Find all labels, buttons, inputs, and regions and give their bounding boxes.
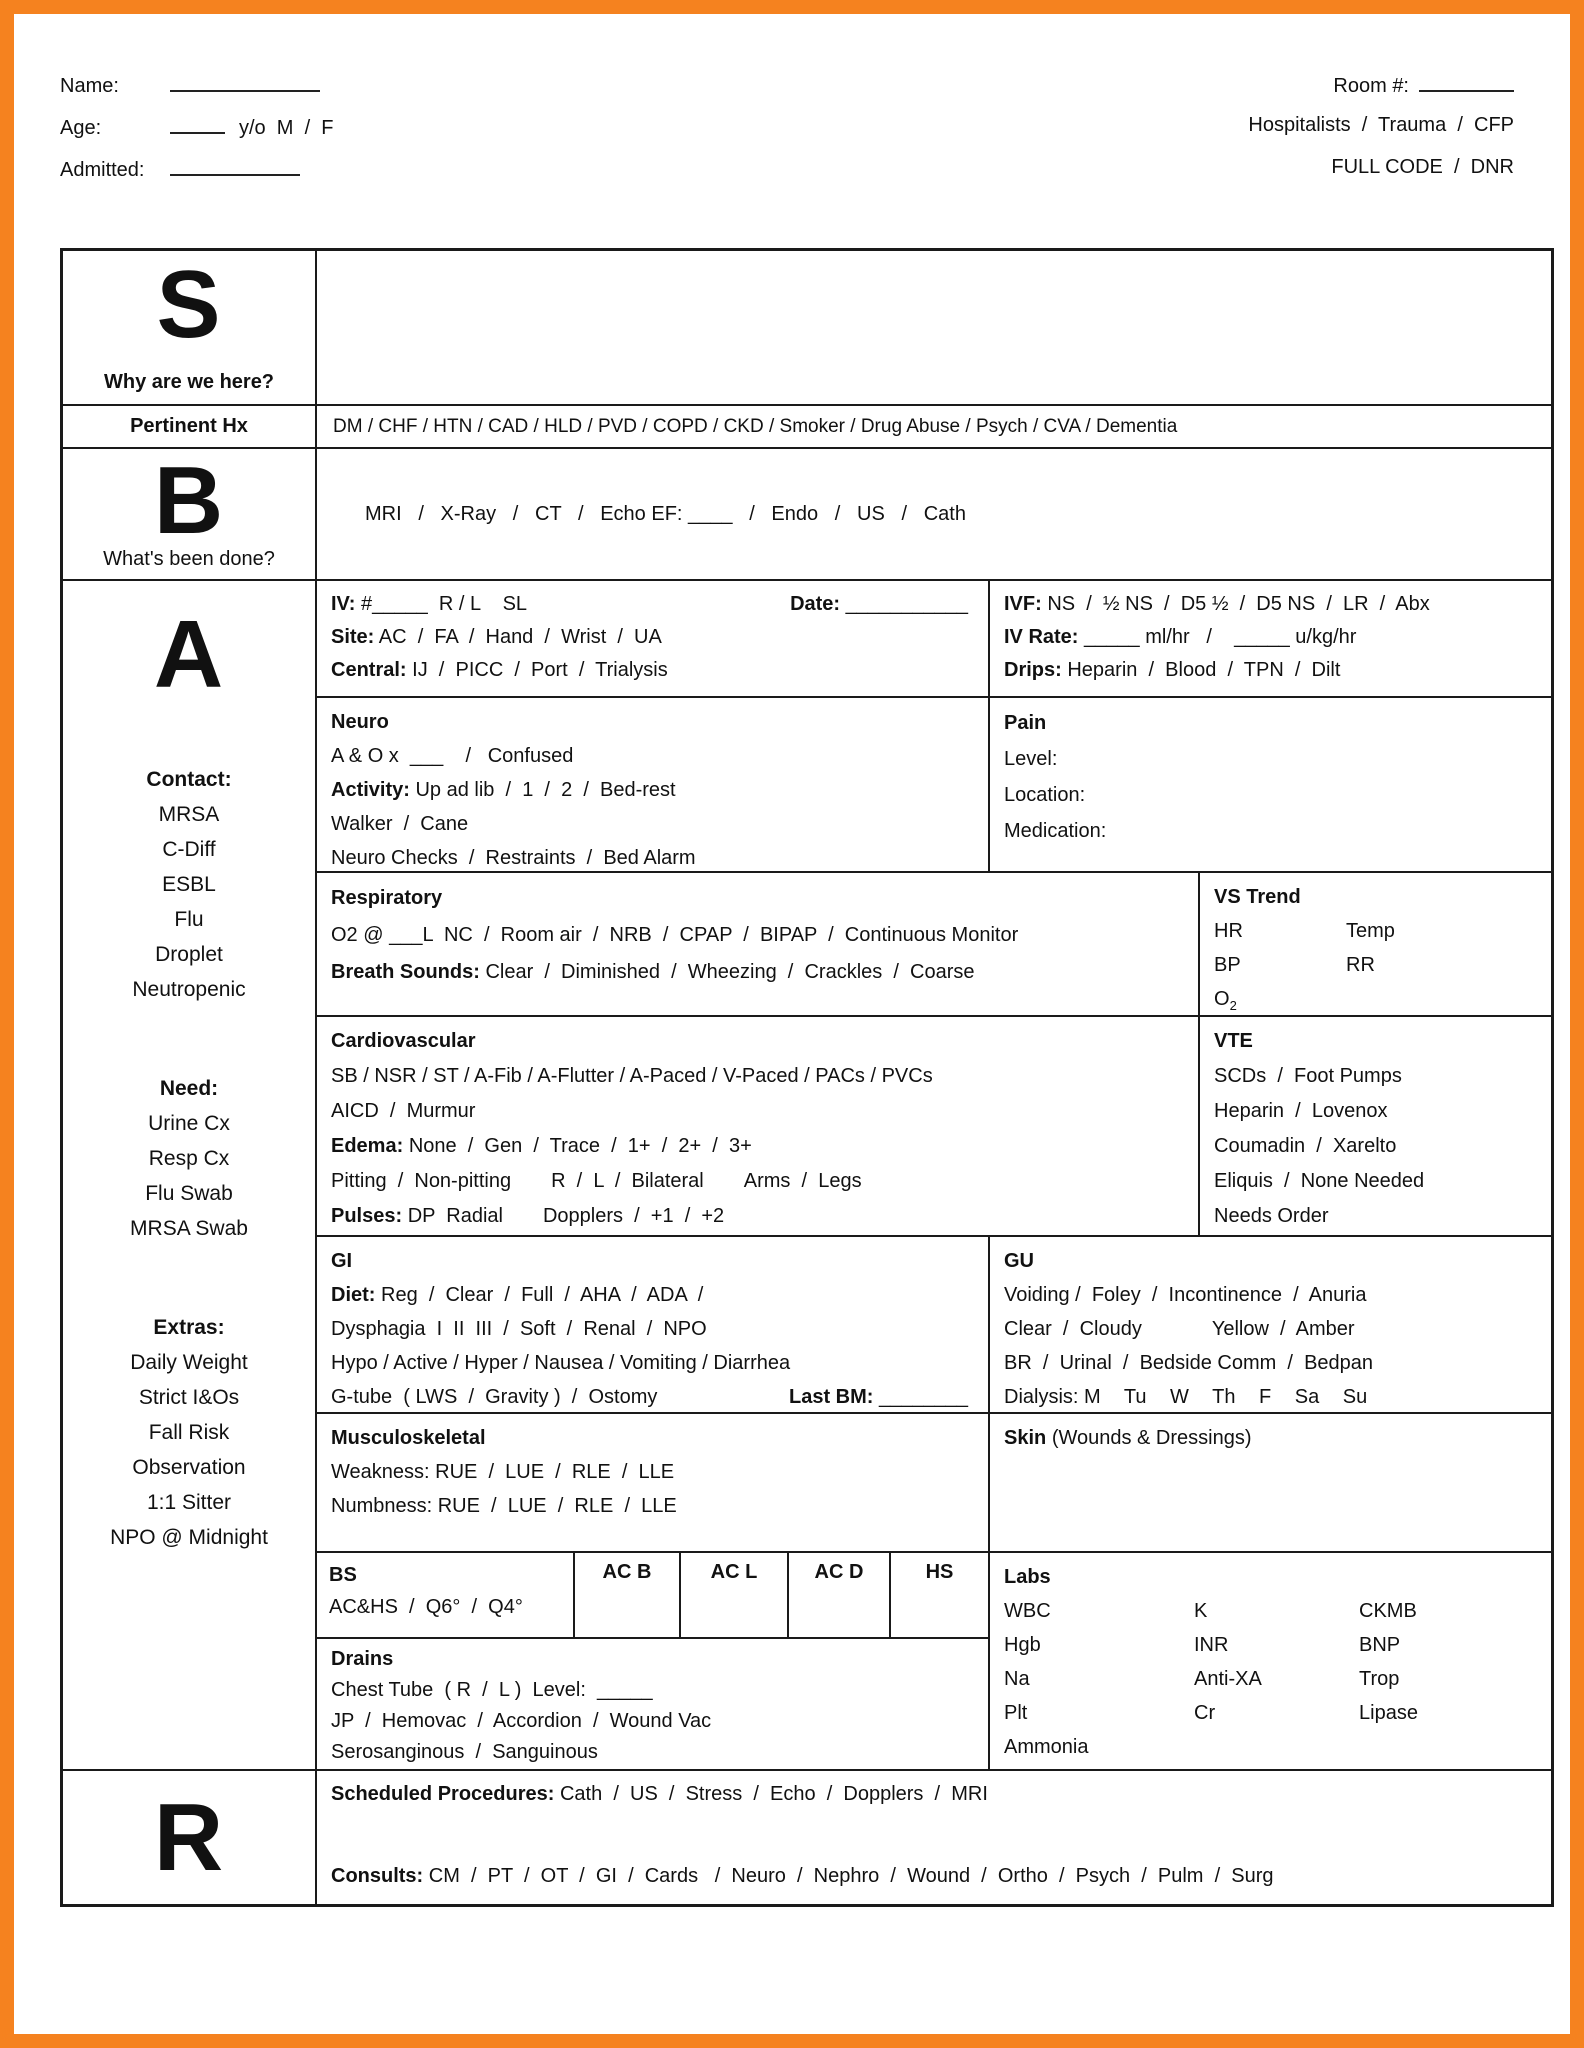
iv-cell [317, 581, 990, 696]
b-question: What's been done? [103, 548, 275, 570]
blood-sugar-strip [317, 1553, 988, 1639]
lab-lipase: Lipase [1359, 1702, 1418, 1725]
need-item: Urine Cx [148, 1112, 230, 1136]
diet-options-1: Reg / Clear / Full / AHA / ADA / [381, 1283, 704, 1306]
need-item: MRSA Swab [130, 1217, 248, 1241]
iv-date-field: ___________ [845, 593, 968, 615]
numbness-options: RUE / LUE / RLE / LLE [437, 1494, 677, 1517]
respiratory-row [317, 871, 1551, 1016]
vs-rr-label: RR [1346, 953, 1375, 976]
pulse-site-options: DP Radial [407, 1205, 503, 1228]
bs-col-ac-dinner: AC D [789, 1553, 891, 1637]
ivf-cell [990, 581, 1551, 696]
chest-tube-options: Chest Tube ( R / L ) Level: _____ [331, 1679, 653, 1702]
skin-subtitle: (Wounds & Dressings) [1051, 1426, 1252, 1449]
musculoskeletal-cell [317, 1414, 990, 1552]
room-field [1419, 72, 1514, 92]
vs-trend-grid [1214, 914, 1537, 1016]
breath-sounds-options: Clear / Diminished / Wheezing / Crackles / Coarse [485, 960, 975, 983]
sbar-table [60, 248, 1554, 1907]
section-b [63, 447, 1551, 579]
labs-grid [1004, 1594, 1537, 1764]
vte-option: Eliquis / None Needed [1214, 1170, 1425, 1193]
pain-medication-label: Medication: [1004, 819, 1107, 842]
s-question: Why are we here? [103, 371, 275, 393]
respiratory-cell [317, 873, 1200, 1016]
labs-title: Labs [1004, 1566, 1051, 1589]
pulses-label: Pulses: [331, 1205, 403, 1228]
iv-central-options: IJ / PICC / Port / Trialysis [412, 659, 668, 681]
mobility-aid-options: Walker / Cane [331, 812, 469, 835]
bs-drains-labs-row [317, 1551, 1551, 1769]
weakness-label: Weakness: [331, 1460, 430, 1483]
room-row [1248, 72, 1514, 97]
neuro-cell [317, 698, 990, 871]
iv-gauge-options: #_____ R / L SL [361, 593, 528, 615]
iv-central-label: Central: [331, 659, 407, 681]
patient-header-left [60, 72, 333, 212]
age-label: Age: [60, 117, 102, 139]
neuro-orientation-options: A & O x ___ / Confused [331, 744, 574, 767]
b-options: MRI / X-Ray / CT / Echo EF: ____ / Endo / US / Cath [365, 502, 966, 525]
lab-plt: Plt [1004, 1702, 1028, 1725]
drains-cell [317, 1639, 988, 1769]
skin-title: Skin [1004, 1426, 1047, 1449]
bs-col-ac-breakfast: AC B [575, 1553, 681, 1637]
contact-item: Flu [174, 908, 204, 932]
extras-item: NPO @ Midnight [110, 1526, 268, 1550]
edema-laterality-options: R / L / Bilateral [551, 1170, 704, 1193]
toileting-options: BR / Urinal / Bedside Comm / Bedpan [1004, 1351, 1374, 1374]
iv-date-label: Date: [790, 593, 841, 615]
contact-label: Contact: [146, 768, 232, 792]
name-row [60, 72, 333, 97]
need-item: Flu Swab [145, 1182, 233, 1206]
vs-temp-label: Temp [1346, 919, 1395, 942]
extras-item: Strict I&Os [138, 1386, 240, 1410]
age-options: y/o M / F [239, 117, 334, 139]
contact-item: Neutropenic [132, 978, 246, 1002]
vs-hr-label: HR [1214, 919, 1243, 942]
neuro-row [317, 696, 1551, 871]
pain-cell [990, 698, 1551, 871]
vs-trend-title: VS Trend [1214, 885, 1301, 908]
lab-trop: Trop [1359, 1668, 1400, 1691]
vte-title: VTE [1214, 1030, 1253, 1053]
gi-title: GI [331, 1249, 353, 1272]
iv-site-label: Site: [331, 626, 375, 648]
scheduled-procedures-line [331, 1783, 1537, 1806]
labs-cell [990, 1553, 1551, 1769]
bs-drains-column [317, 1553, 990, 1769]
need-label: Need: [159, 1077, 219, 1101]
code-status-options: FULL CODE / DNR [1331, 156, 1514, 178]
oxygen-options: O2 @ ___L NC / Room air / NRB / CPAP / BIPAP / Continuous Monitor [331, 923, 1019, 946]
admitted-row [60, 156, 333, 181]
patient-header-right [1248, 72, 1514, 212]
lab-k: K [1194, 1600, 1208, 1623]
lab-hgb: Hgb [1004, 1634, 1041, 1657]
lab-na: Na [1004, 1668, 1030, 1691]
b-header-cell [63, 449, 317, 579]
edema-limb-options: Arms / Legs [743, 1170, 862, 1193]
iv-row [317, 581, 1551, 696]
contact-item: MRSA [158, 803, 220, 827]
edema-options: None / Gen / Trace / 1+ / 2+ / 3+ [408, 1135, 752, 1158]
vs-trend-cell [1200, 873, 1551, 1016]
bs-col-hs: HS [925, 1561, 954, 1584]
vte-option: Heparin / Lovenox [1214, 1100, 1388, 1123]
s-notes-area [317, 251, 1551, 404]
respiratory-title: Respiratory [331, 886, 443, 909]
neuro-title: Neuro [331, 710, 389, 733]
pitting-options: Pitting / Non-pitting [331, 1170, 512, 1193]
neuro-safety-options: Neuro Checks / Restraints / Bed Alarm [331, 846, 696, 869]
section-pertinent-hx [63, 404, 1551, 447]
vs-bp-label: BP [1214, 953, 1241, 976]
admitted-field [170, 156, 300, 176]
assessment-grid [317, 581, 1551, 1769]
scheduled-procedures-label: Scheduled Procedures: [331, 1783, 555, 1805]
cardiovascular-row [317, 1015, 1551, 1235]
skin-cell [990, 1414, 1551, 1552]
contact-item: Droplet [155, 943, 223, 967]
iv-site-options: AC / FA / Hand / Wrist / UA [378, 626, 662, 648]
urine-color-options: Yellow / Amber [1211, 1317, 1355, 1340]
s-letter: S [156, 251, 222, 358]
ivf-fluid-options: NS / ½ NS / D5 ½ / D5 NS / LR / Abx [1047, 593, 1430, 615]
gu-title: GU [1004, 1249, 1034, 1272]
a-letter: A [153, 601, 225, 708]
musculoskeletal-title: Musculoskeletal [331, 1426, 486, 1449]
vte-option: Coumadin / Xarelto [1214, 1135, 1397, 1158]
contact-item: ESBL [162, 873, 216, 897]
vte-option: Needs Order [1214, 1205, 1329, 1228]
pain-level-label: Level: [1004, 747, 1058, 770]
dialysis-day-options: M Tu W Th F Sa Su [1084, 1385, 1368, 1408]
lab-wbc: WBC [1004, 1600, 1051, 1623]
contact-item: C-Diff [162, 838, 216, 862]
patient-header [14, 14, 1570, 212]
lab-antixa: Anti-XA [1194, 1668, 1262, 1691]
b-cell [317, 449, 1551, 579]
iv-rate-label: IV Rate: [1004, 626, 1079, 648]
bs-schedule-options: AC&HS / Q6° / Q4° [329, 1596, 523, 1619]
extras-item: 1:1 Sitter [146, 1491, 232, 1515]
edema-label: Edema: [331, 1135, 404, 1158]
drips-options: Heparin / Blood / TPN / Dilt [1067, 659, 1341, 681]
extras-item: Observation [132, 1456, 246, 1480]
pain-location-label: Location: [1004, 783, 1086, 806]
room-label: Room #: [1333, 75, 1409, 97]
r-header-cell [63, 1771, 317, 1904]
pertinent-hx-label: Pertinent Hx [130, 415, 248, 437]
gu-cell [990, 1237, 1551, 1412]
breath-sounds-label: Breath Sounds: [331, 960, 480, 983]
s-header-cell [63, 251, 317, 404]
pulse-grade-options: Dopplers / +1 / +2 [542, 1205, 725, 1228]
weakness-options: RUE / LUE / RLE / LLE [435, 1460, 675, 1483]
bowel-motility-options: Hypo / Active / Hyper / Nausea / Vomiting / Diarrhea [331, 1351, 791, 1374]
pain-title: Pain [1004, 711, 1047, 734]
last-bm-label: Last BM: [789, 1385, 874, 1408]
bs-cell [317, 1553, 575, 1637]
urine-clarity-options: Clear / Cloudy [1004, 1317, 1142, 1340]
gtube-options: G-tube ( LWS / Gravity ) / Ostomy [331, 1385, 658, 1408]
extras-label: Extras: [153, 1316, 225, 1340]
lab-cr: Cr [1194, 1702, 1216, 1725]
diet-label: Diet: [331, 1283, 376, 1306]
lab-inr: INR [1194, 1634, 1229, 1657]
scheduled-procedures-options: Cath / US / Stress / Echo / Dopplers / MRI [559, 1783, 988, 1805]
age-row [60, 114, 334, 139]
vte-cell [1200, 1017, 1551, 1235]
urinary-output-options: Voiding / Foley / Incontinence / Anuria [1004, 1283, 1367, 1306]
ivf-label: IVF: [1004, 593, 1042, 615]
r-cell [317, 1771, 1551, 1904]
activity-label: Activity: [331, 778, 410, 801]
service-options: Hospitalists / Trauma / CFP [1248, 114, 1514, 136]
extras-item: Daily Weight [130, 1351, 248, 1375]
cardiovascular-cell [317, 1017, 1200, 1235]
activity-options: Up ad lib / 1 / 2 / Bed-rest [415, 778, 676, 801]
pertinent-hx-header-cell [63, 406, 317, 447]
age-field [170, 114, 225, 134]
need-group [130, 1071, 248, 1246]
iv-rate-options: _____ ml/hr / _____ u/kg/hr [1084, 626, 1357, 648]
section-s [63, 251, 1551, 404]
section-r [63, 1769, 1551, 1904]
a-header-cell [63, 581, 317, 1769]
vs-o2-label: $O_2$ [1214, 987, 1237, 1013]
consults-options: CM / PT / OT / GI / Cards / Neuro / Nephro / Wound / Ortho / Psych / Pulm / Surg [428, 1865, 1274, 1887]
gi-gu-row [317, 1235, 1551, 1412]
r-letter: R [153, 1783, 225, 1891]
drips-label: Drips: [1004, 659, 1062, 681]
drainage-character-options: Serosanginous / Sanguinous [331, 1741, 598, 1764]
vte-option: SCDs / Foot Pumps [1214, 1065, 1402, 1088]
bs-title: BS [329, 1564, 357, 1587]
drain-type-options: JP / Hemovac / Accordion / Wound Vac [331, 1710, 712, 1733]
contact-precautions-group [132, 762, 245, 1007]
cardiac-device-options: AICD / Murmur [331, 1100, 476, 1123]
last-bm-field: ________ [879, 1385, 968, 1408]
bs-col-ac-lunch: AC L [681, 1553, 789, 1637]
cardiovascular-title: Cardiovascular [331, 1030, 476, 1053]
section-a [63, 579, 1551, 1769]
lab-ammonia: Ammonia [1004, 1736, 1089, 1759]
name-label: Name: [60, 75, 119, 97]
pertinent-hx-cell [317, 406, 1551, 447]
b-letter: B [153, 447, 225, 554]
lab-ckmb: CKMB [1359, 1600, 1417, 1623]
name-field [170, 72, 320, 92]
lab-bnp: BNP [1359, 1634, 1401, 1657]
admitted-label: Admitted: [60, 159, 145, 181]
consults-label: Consults: [331, 1865, 424, 1887]
rhythm-options: SB / NSR / ST / A-Fib / A-Flutter / A-Paced / V-Paced / PACs / PVCs [331, 1065, 933, 1088]
need-item: Resp Cx [148, 1147, 230, 1171]
consults-line [331, 1865, 1537, 1888]
iv-label: IV: [331, 593, 356, 615]
numbness-label: Numbness: [331, 1494, 433, 1517]
extras-group [110, 1310, 268, 1555]
diet-options-2: Dysphagia I II III / Soft / Renal / NPO [331, 1317, 707, 1340]
pertinent-hx-options: DM / CHF / HTN / CAD / HLD / PVD / COPD / CKD / Smoker / Drug Abuse / Psych / CVA / Dementia [333, 415, 1178, 437]
gi-cell [317, 1237, 990, 1412]
msk-skin-row [317, 1412, 1551, 1552]
drains-title: Drains [331, 1648, 394, 1671]
extras-item: Fall Risk [148, 1421, 230, 1445]
dialysis-label: Dialysis: [1004, 1385, 1079, 1408]
